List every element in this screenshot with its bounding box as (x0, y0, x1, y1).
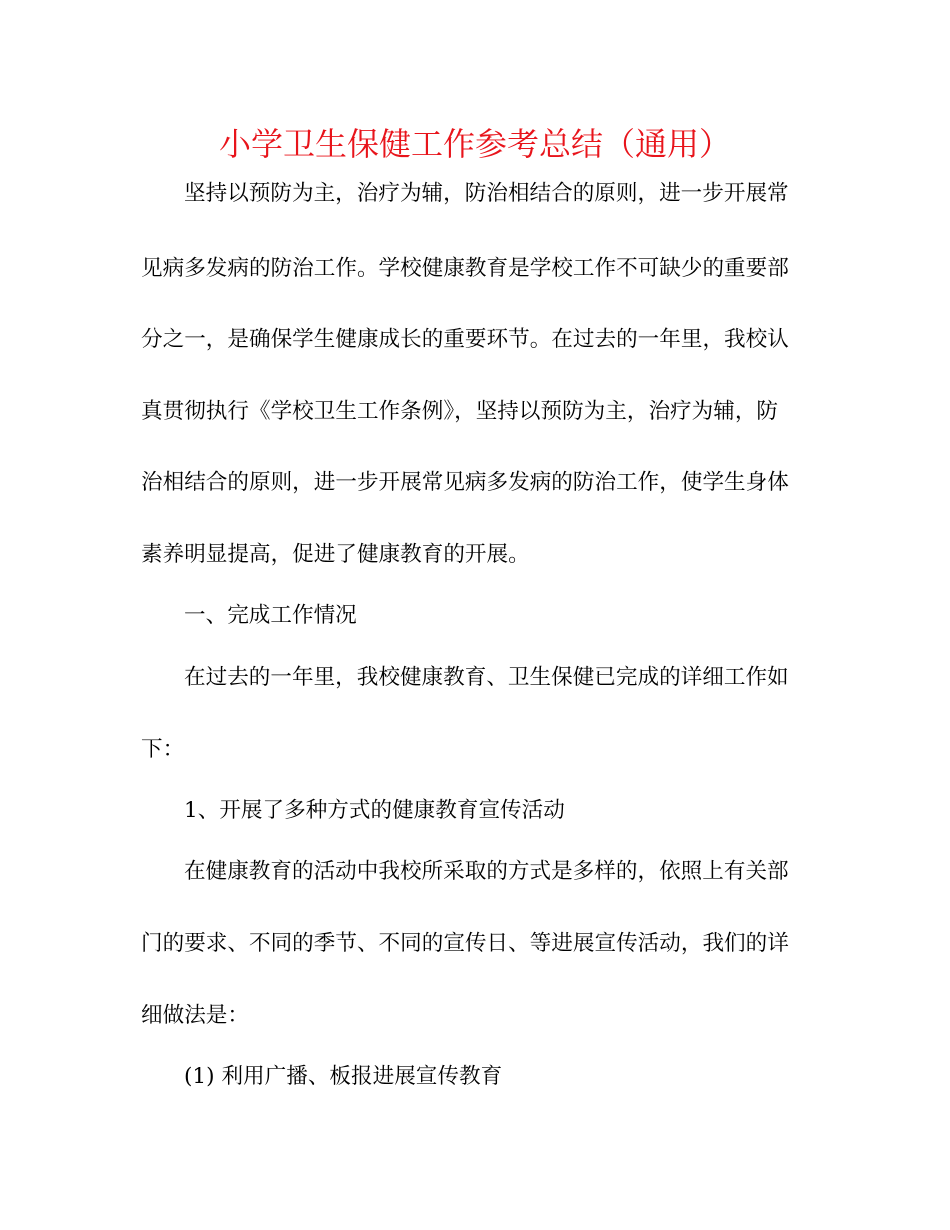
paragraph-line: 素养明显提高，促进了健康教育的开展。 (141, 542, 530, 567)
paragraph-line: 真贯彻执行《学校卫生工作条例》，坚持以预防为主，治疗为辅，防 (141, 399, 779, 424)
section-heading: 一、完成工作情况 (184, 603, 357, 628)
paragraph-line: 坚持以预防为主，治疗为辅，防治相结合的原则，进一步开展常 (184, 181, 789, 206)
document-title: 小学卫生保健工作参考总结（通用） (218, 125, 731, 163)
paragraph-line: 在健康教育的活动中我校所采取的方式是多样的，依照上有关部 (184, 859, 789, 884)
paragraph-line: 分之一，是确保学生健康成长的重要环节。在过去的一年里，我校认 (141, 327, 789, 352)
paragraph-line: 下： (141, 737, 185, 762)
subsection-heading: 1、开展了多种方式的健康教育宣传活动 (184, 798, 565, 823)
paragraph-line: 治相结合的原则，进一步开展常见病多发病的防治工作，使学生身体 (141, 470, 789, 495)
paragraph-line: 细做法是： (141, 1003, 249, 1028)
list-item-heading: (1) 利用广播、板报进展宣传教育 (184, 1064, 503, 1089)
paragraph-line: 见病多发病的防治工作。学校健康教育是学校工作不可缺少的重要部 (141, 256, 789, 281)
paragraph-line: 在过去的一年里，我校健康教育、卫生保健已完成的详细工作如 (184, 665, 789, 690)
paragraph-line: 门的要求、不同的季节、不同的宣传日、等进展宣传活动，我们的详 (141, 931, 789, 956)
